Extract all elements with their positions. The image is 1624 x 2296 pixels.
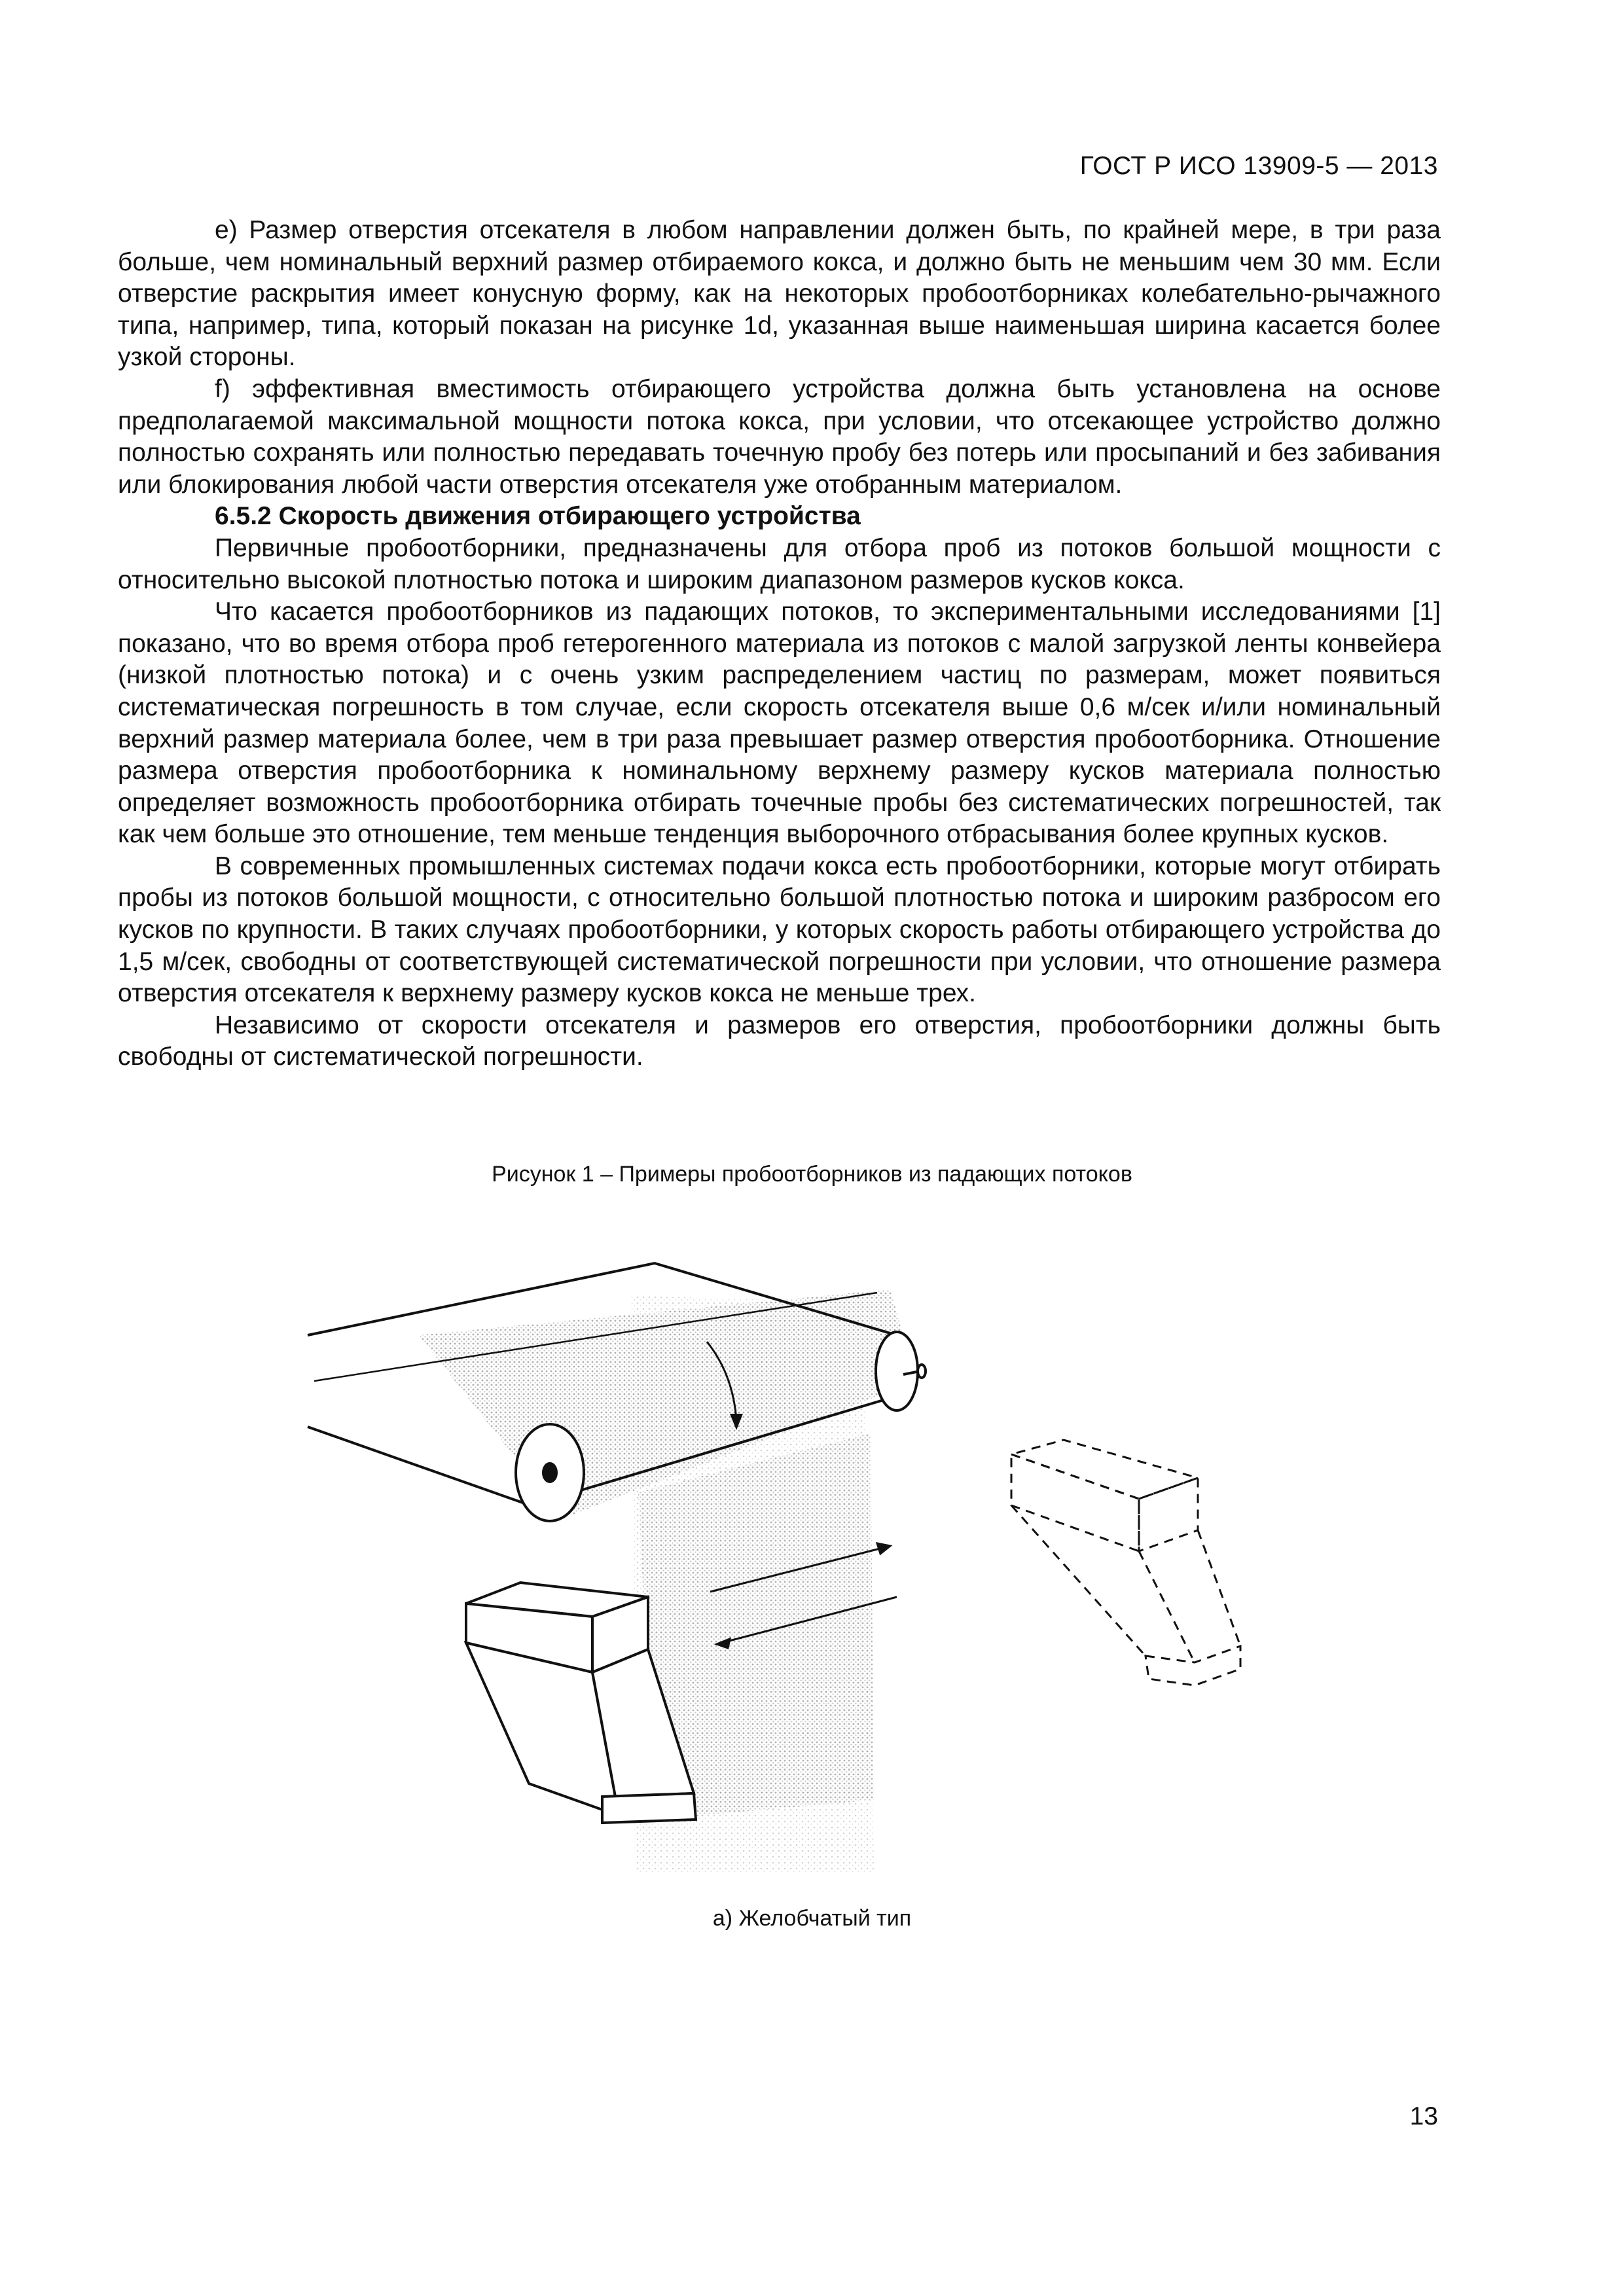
sampler-illustration (288, 1217, 1283, 1885)
figure-subcaption: а) Желобчатый тип (712, 1906, 912, 1931)
standard-header: ГОСТ Р ИСО 13909-5 — 2013 (1079, 152, 1438, 180)
section-paragraph: Независимо от скорости отсекателя и размеров его отверстия, пробоотборники должны быть свободны от систематической погрешности. (118, 1011, 1441, 1071)
section-heading: 6.5.2 Скорость движения отбирающего устройства (215, 502, 861, 531)
page-number: 13 (1409, 2102, 1438, 2130)
section-paragraph: Что касается пробоотборников из падающих потоков, то экспериментальными исследованиями [1] показано, что во время отбора проб гетерогенного материала из потоков с малой загрузкой ленты конвейера (низкой плотностью потока) и с очень узким распределением частиц по размерам, может появиться систематическая погрешность в том случае, если скорость отсекателя выше 0,6 м/сек и/или номинальный верхний размер материала более, чем в три раза превышает размер отверстия пробоотборника. Отношение размера отверстия пробоотборника к номинальному верхнему размеру кусков материала полностью определяет возможность пробоотборника отбирать точечные пробы без систематических погрешностей, так как чем больше это отношение, тем меньше тенденция выборочного отбрасывания более крупных кусков. (118, 598, 1441, 849)
paragraph-f: f) эффективная вместимость отбирающего устройства должна быть установлена на основе предполагаемой максимальной мощности потока кокса, при условии, что отсекающее устройство должно полностью сохранять или полностью передавать точечную пробу без потерь или просыпаний и без забивания или блокирования любой части отверстия отсекателя уже отобранным материалом. (118, 374, 1441, 499)
paragraph-e: е) Размер отверстия отсекателя в любом направлении должен быть, по крайней мере, в три раза больше, чем номинальный верхний размер отбираемого кокса, и должно быть не меньшим чем 30 мм. Если отверстие раскрытия имеет конусную форму, как на некоторых пробоотборниках колебательно-рычажного типа, например, типа, который показан на рисунке 1d, указанная выше наименьшая ширина касается более узкой стороны. (118, 216, 1441, 372)
body-text (118, 215, 1441, 1073)
section-paragraph: В современных промышленных системах подачи кокса есть пробоотборники, которые могут отбирать пробы из потоков большой мощности, с относительно большой плотностью потока и широким разбросом его кусков по крупности. В таких случаях пробоотборники, у которых скорость работы отбирающего устройства до 1,5 м/сек, свободны от соответствующей систематической погрешности при условии, что отношение размера отверстия отсекателя к верхнему размеру кусков кокса не меньше трех. (118, 852, 1441, 1008)
cutter-dashed (1011, 1440, 1240, 1685)
section-paragraph: Первичные пробоотборники, предназначены для отбора проб из потоков большой мощности с относительно высокой плотностью потока и широким диапазоном размеров кусков кокса. (118, 533, 1441, 594)
figure-caption: Рисунок 1 – Примеры пробоотборников из падающих потоков (492, 1162, 1132, 1187)
